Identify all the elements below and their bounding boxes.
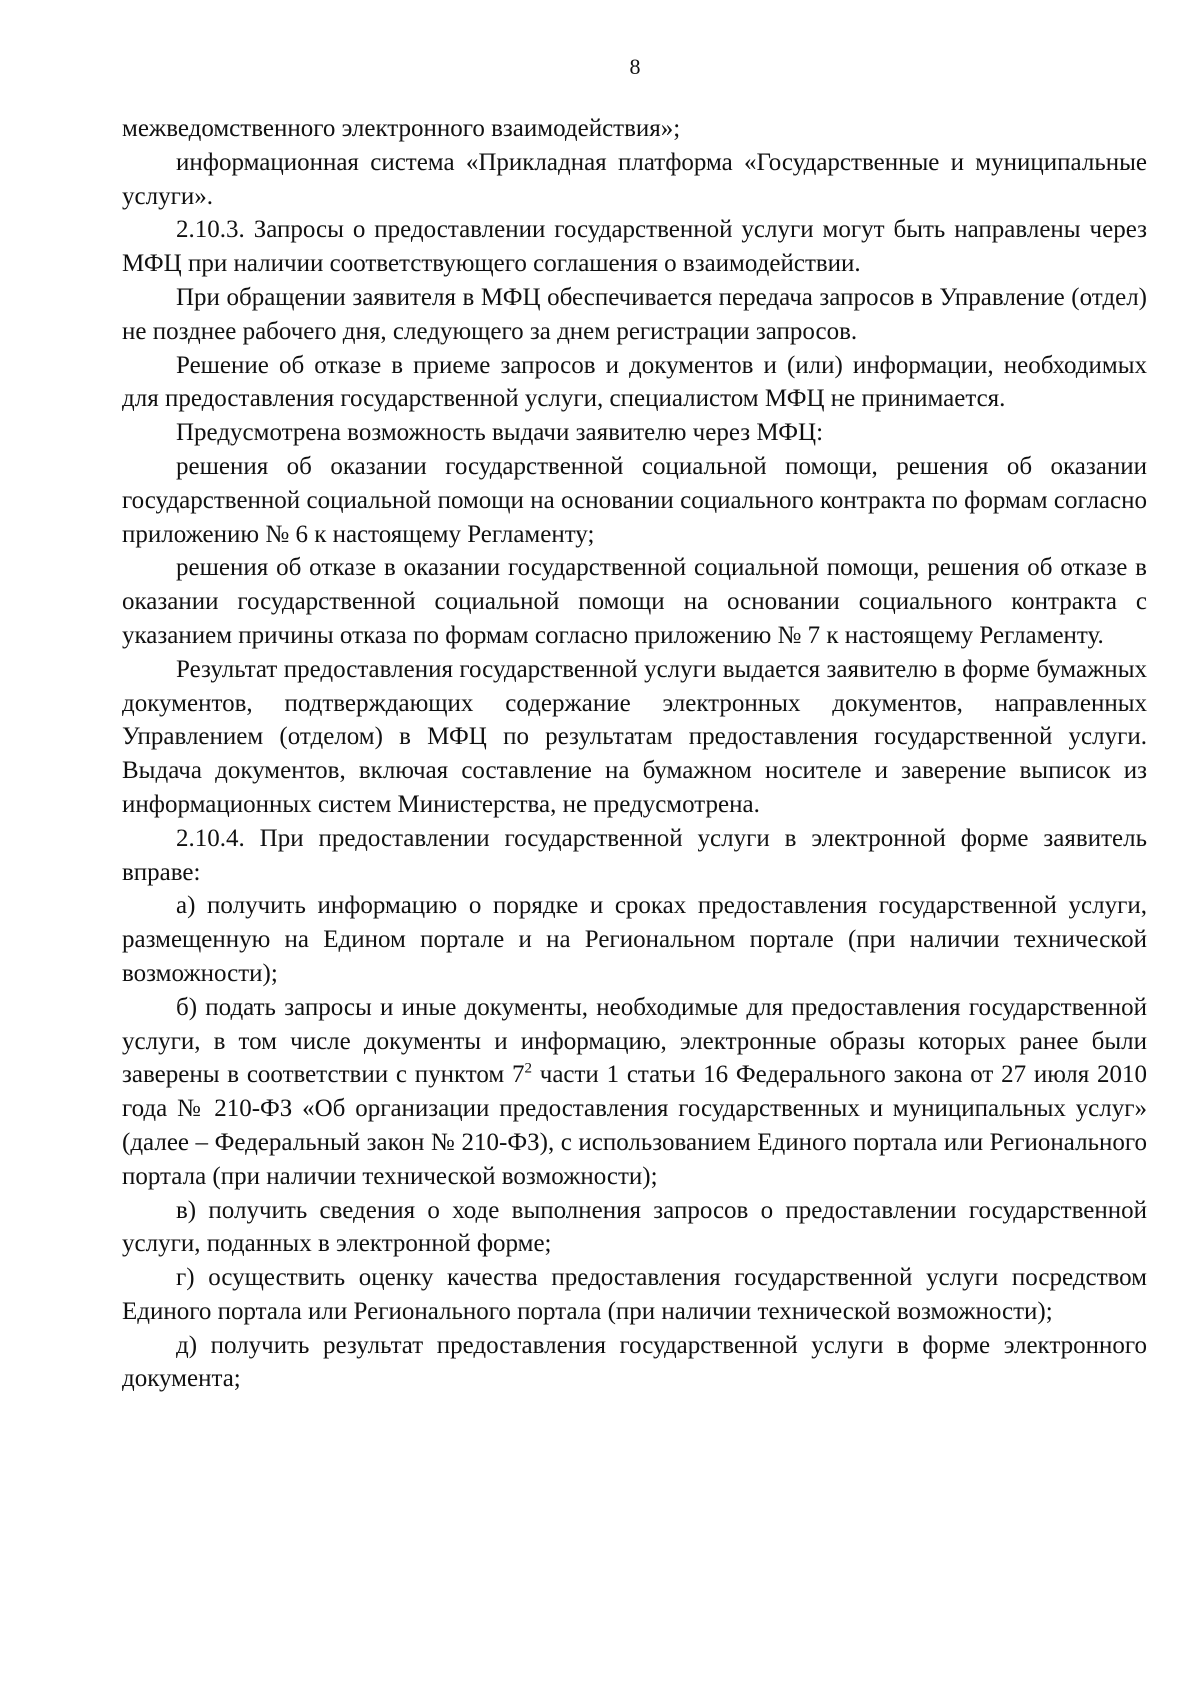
document-body	[122, 112, 1147, 1396]
paragraph: Решение об отказе в приеме запросов и документов и (или) информации, необходимых для предоставления государственной услуги, специалистом МФЦ не принимается.	[122, 351, 1147, 413]
paragraph-2-10-4: 2.10.4. При предоставлении государственной услуги в электронной форме заявитель вправе:	[122, 824, 1147, 886]
superscript: 2	[524, 1060, 532, 1077]
list-item-b	[122, 991, 1147, 1194]
paragraph: При обращении заявителя в МФЦ обеспечивается передача запросов в Управление (отдел) не позднее рабочего дня, следующего за днем регистрации запросов.	[122, 283, 1147, 345]
paragraph: решения об оказании государственной социальной помощи, решения об оказании государственной социальной помощи на основании социального контракта по формам согласно приложению № 6 к настоящему Регламенту;	[122, 452, 1147, 548]
paragraph: Предусмотрена возможность выдачи заявителю через МФЦ:	[176, 419, 824, 447]
paragraph: межведомственного электронного взаимодействия»;	[122, 115, 681, 142]
list-item-a: а) получить информацию о порядке и сроках предоставления государственной услуги, размещенную на Едином портале и на Региональном портале (при наличии технической возможности);	[122, 892, 1147, 987]
paragraph: Результат предоставления государственной услуги выдается заявителю в форме бумажных документов, подтверждающих содержание электронных документов, направленных Управлением (отделом) в МФЦ по результатам предоставления государственной услуги. Выдача документов, включая составление на бумажном носителе и заверение выписок из информационных систем Министерства, не предусмотрена.	[122, 655, 1147, 818]
list-item-b-text-cont: части 1 статьи 16 Федерального закона от 27 июля 2010 года № 210-ФЗ «Об организации предоставления государственных и муниципальных услуг» (далее – Федеральный закон № 210-ФЗ), с использованием Единого портала или Регионального портала (при наличии технической возможности);	[122, 1061, 1148, 1190]
list-item-d: д) получить результат предоставления государственной услуги в форме электронного документа;	[122, 1331, 1147, 1393]
paragraph: решения об отказе в оказании государственной социальной помощи, решения об отказе в оказании государственной социальной помощи на основании социального контракта с указанием причины отказа по формам согласно приложению № 7 к настоящему Регламенту.	[122, 554, 1147, 649]
page-number: 8	[629, 54, 641, 79]
list-item-b-text: б) подать запросы и иные документы, необходимые для предоставления государственной услуги, в том числе документы и информацию, электронные образы которых ранее были заверены в соответствии с пунктом 7	[122, 993, 1147, 1089]
list-item-v: в) получить сведения о ходе выполнения запросов о предоставлении государственной услуги, поданных в электронной форме;	[122, 1196, 1147, 1258]
paragraph: информационная система «Прикладная платформа «Государственные и муниципальные услуги».	[122, 148, 1147, 210]
paragraph-2-10-3: 2.10.3. Запросы о предоставлении государственной услуги могут быть направлены через МФЦ при наличии соответствующего соглашения о взаимодействии.	[122, 216, 1147, 278]
list-item-g: г) осуществить оценку качества предоставления государственной услуги посредством Единого портала или Регионального портала (при наличии технической возможности);	[122, 1264, 1147, 1325]
